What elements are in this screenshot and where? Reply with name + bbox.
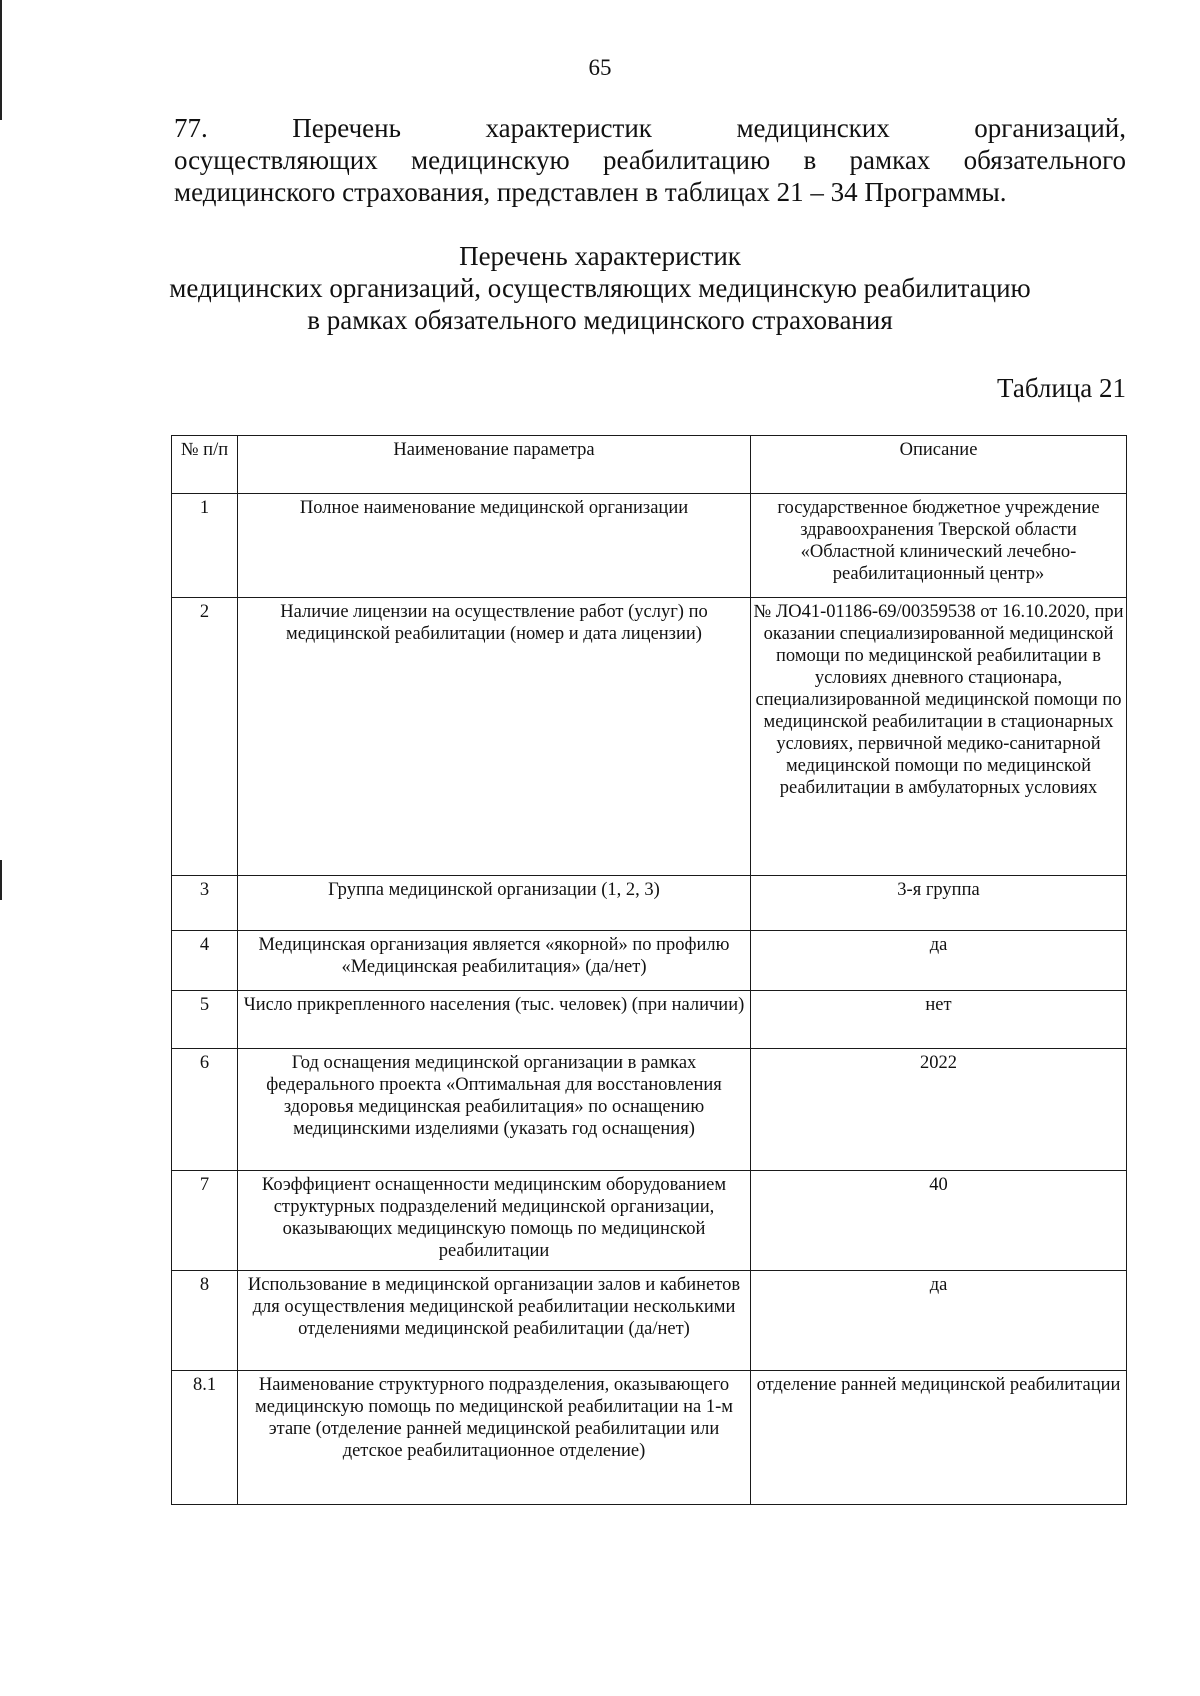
intro-line: медицинского страхования, представлен в таблицах 21 – 34 Программы. [174,177,1007,207]
table-row [172,494,1127,598]
heading-line: Перечень характеристик [459,241,741,271]
table-row [172,876,1127,931]
row-name: Наличие лицензии на осуществление работ (услуг) по медицинской реабилитации (номер и дата лицензии) [238,598,751,876]
row-name: Полное наименование медицинской организации [238,494,751,598]
intro-line: 77. Перечень характеристик медицинских организаций, [174,113,1126,143]
row-desc: 40 [751,1171,1127,1271]
row-name: Год оснащения медицинской организации в рамках федерального проекта «Оптимальная для восстановления здоровья медицинская реабилитация» по оснащению медицинскими изделиями (указать год оснащения) [238,1049,751,1171]
row-name: Число прикрепленного населения (тыс. человек) (при наличии) [238,991,751,1049]
row-desc: отделение ранней медицинской реабилитации [751,1371,1127,1505]
row-name: Наименование структурного подразделения, оказывающего медицинскую помощь по медицинской реабилитации на 1-м этапе (отделение ранней медицинской реабилитации или детское реабилитационное отделение) [238,1371,751,1505]
row-num: 8 [172,1271,238,1371]
row-desc: нет [751,991,1127,1049]
table-row [172,1171,1127,1271]
header-name: Наименование параметра [238,436,751,494]
section-heading [150,240,1050,336]
row-desc: 3-я группа [751,876,1127,931]
row-name: Коэффициент оснащенности медицинским оборудованием структурных подразделений медицинской организации, оказывающих медицинскую помощь по медицинской реабилитации [238,1171,751,1271]
table-row [172,1271,1127,1371]
scan-edge-mark [0,860,2,900]
row-desc: да [751,1271,1127,1371]
parameters-table [171,435,1127,1505]
heading-line: в рамках обязательного медицинского страхования [307,305,893,335]
table-row [172,1049,1127,1171]
intro-line: осуществляющих медицинскую реабилитацию в рамках обязательного [174,145,1126,175]
row-desc: 2022 [751,1049,1127,1171]
table-row [172,991,1127,1049]
header-desc: Описание [751,436,1127,494]
row-num: 7 [172,1171,238,1271]
intro-paragraph [174,112,1126,208]
row-num: 3 [172,876,238,931]
heading-line: медицинских организаций, осуществляющих медицинскую реабилитацию [169,273,1031,303]
row-desc: да [751,931,1127,991]
row-num: 8.1 [172,1371,238,1505]
row-num: 6 [172,1049,238,1171]
row-desc: № ЛО41-01186-69/00359538 от 16.10.2020, при оказании специализированной медицинской помощи по медицинской реабилитации в условиях дневного стационара, специализированной медицинской помощи по медицинской реабилитации в стационарных условиях, первичной медико-санитарной медицинской помощи по медицинской реабилитации в амбулаторных условиях [751,598,1127,876]
header-num: № п/п [172,436,238,494]
row-name: Группа медицинской организации (1, 2, 3) [238,876,751,931]
row-num: 5 [172,991,238,1049]
row-num: 2 [172,598,238,876]
table-label: Таблица 21 [997,373,1126,403]
page-number: 65 [588,55,612,80]
table-row [172,1371,1127,1505]
table-row [172,931,1127,991]
table-row [172,598,1127,876]
row-num: 4 [172,931,238,991]
row-desc: государственное бюджетное учреждение здравоохранения Тверской области «Областной клинический лечебно-реабилитационный центр» [751,494,1127,598]
row-name: Использование в медицинской организации залов и кабинетов для осуществления медицинской реабилитации несколькими отделениями медицинской реабилитации (да/нет) [238,1271,751,1371]
table-header-row [172,436,1127,494]
row-name: Медицинская организация является «якорной» по профилю «Медицинская реабилитация» (да/нет) [238,931,751,991]
row-num: 1 [172,494,238,598]
